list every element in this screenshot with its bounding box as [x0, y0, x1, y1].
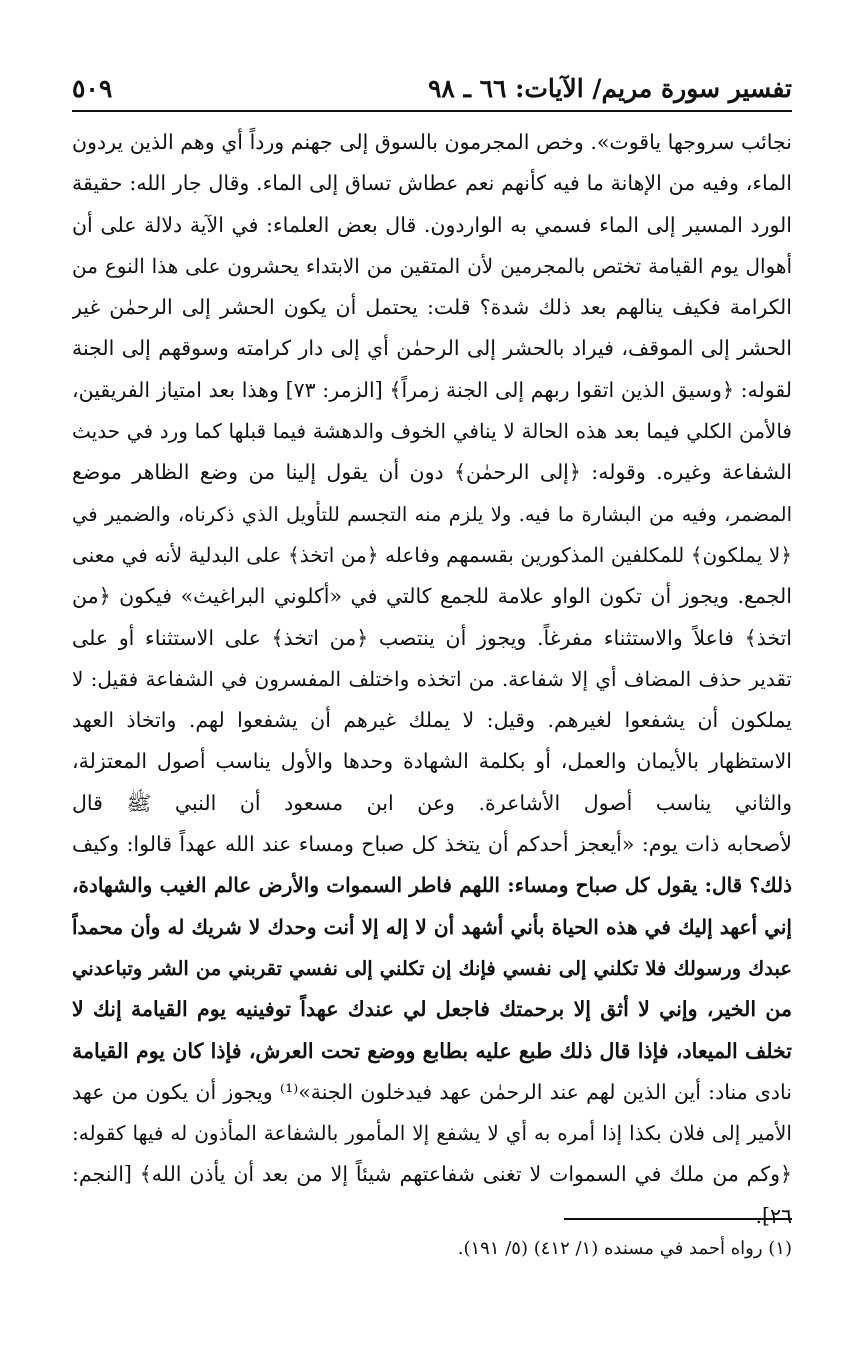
text-line: أهوال يوم القيامة تختص بالمجرمين لأن المتقين من الابتداء يحشرون على هذا النوع من: [72, 253, 792, 278]
text-line: الورد المسير إلى الماء فسمي به الواردون. قال بعض العلماء: في الآية دلالة على أن: [72, 212, 792, 237]
text-line: يملكون أن يشفعوا لغيرهم. وقيل: لا يملك غيرهم أن يشفعوا لهم. واتخاذ العهد: [72, 708, 792, 733]
text-line: ﴿وكم من ملك في السموات لا تغنى شفاعتهم شيئاً إلا من بعد أن يأذن الله﴾ [النجم:: [72, 1162, 792, 1187]
text-line: لقوله: ﴿وسيق الذين اتقوا ربهم إلى الجنة زمراً﴾ [الزمر: ٧٣] وهذا بعد امتياز الفريقين،: [72, 377, 792, 402]
text-line: ٢٦].: [755, 1203, 792, 1228]
text-line: نادى مناد: أين الذين لهم عند الرحمٰن عهد فيدخلون الجنة»⁽¹⁾ ويجوز أن يكون من عهد: [72, 1079, 792, 1104]
page-number: ٥٠٩: [72, 74, 113, 103]
text-line: ﴿لا يملكون﴾ للمكلفين المذكورين بقسمهم وفاعله ﴿من اتخذ﴾ على البدلية لأنه في معنى: [72, 542, 792, 567]
text-line: المضمر، وفيه من البشارة ما فيه. ولا يلزم منه التجسم للتأويل الذي ذكرناه، والضمير في: [72, 502, 792, 526]
text-line: إني أعهد إليك في هذه الحياة بأني أشهد أن لا إله إلا أنت وحدك لا شريك له وأن محمداً: [72, 914, 792, 939]
header-rule: [72, 110, 792, 112]
text-line: فالأمن الكلي فيما بعد هذه الحالة لا ينافي الخوف والدهشة فيما قبلها كما ورد في حديث: [72, 419, 792, 444]
text-line: عبدك ورسولك فلا تكلني إلى نفسي فإنك إن تكلني إلى نفسي تقربني من الشر وتباعدني: [72, 956, 792, 980]
text-line: الأمير إلى فلان بكذا إذا أمره به أي لا يشفع إلا المأمور بالشفاعة المأذون له فيها كقوله:: [72, 1121, 792, 1146]
text-line: الماء، وفيه من الإهانة ما فيه كأنهم نعم عطاش تساق إلى الماء. وقال جار الله: حقيقة: [72, 171, 792, 196]
text-line: الجمع. ويجوز أن تكون الواو علامة للجمع كالتي في «أكلوني البراغيث» فيكون ﴿من: [72, 584, 792, 609]
footnote-rule: [564, 1218, 792, 1220]
text-line: الحشر إلى الموقف، فيراد بالحشر إلى الرحمٰن أي إلى دار كرامته وسوقهم إلى الجنة: [72, 336, 792, 361]
footnote: (١) رواه أحمد في مسنده (١/ ٤١٢) (٥/ ١٩١).: [457, 1238, 792, 1259]
text-line: الاستظهار بالأيمان والعمل، أو بكلمة الشهادة وحدها والأول يناسب أصول المعتزلة،: [72, 749, 792, 774]
running-title: تفسير سورة مريم/ الآيات: ٦٦ ـ ٩٨: [428, 74, 792, 103]
text-line: نجائب سروجها ياقوت». وخص المجرمون بالسوق إلى جهنم ورداً أي وهم الذين يردون: [72, 130, 792, 154]
main-text: [72, 122, 792, 1237]
running-header: [72, 62, 792, 106]
text-line: الشفاعة وغيره. وقوله: ﴿إلى الرحمٰن﴾ دون أن يقول إلينا من وضع الظاهر موضع: [72, 460, 792, 485]
text-line: اتخذ﴾ فاعلاً والاستثناء مفرغاً. ويجوز أن ينتصب ﴿من اتخذ﴾ على الاستثناء أو على: [72, 625, 792, 650]
text-line: والثاني يناسب أصول الأشاعرة. وعن ابن مسعود أن النبي ﷺ قال: [72, 790, 792, 815]
text-line: الكرامة فكيف ينالهم بعد ذلك شدة؟ قلت: يحتمل أن يكون الحشر إلى الرحمٰن غير: [72, 295, 792, 320]
text-line: تخلف الميعاد، فإذا قال ذلك طبع عليه بطابع ووضع تحت العرش، فإذا كان يوم القيامة: [72, 1038, 792, 1063]
text-line: تقدير حذف المضاف أي إلا شفاعة. من اتخذه واختلف المفسرون في الشفاعة فقيل: لا: [72, 666, 792, 691]
text-line: ذلك؟ قال: يقول كل صباح ومساء: اللهم فاطر السموات والأرض عالم الغيب والشهادة،: [72, 873, 792, 898]
text-line: لأصحابه ذات يوم: «أيعجز أحدكم أن يتخذ كل صباح ومساء عند الله عهداً قالوا: وكيف: [72, 832, 792, 857]
text-line: من الخير، وإني لا أثق إلا برحمتك فاجعل لي عندك عهداً توفينيه يوم القيامة إنك لا: [72, 997, 792, 1022]
